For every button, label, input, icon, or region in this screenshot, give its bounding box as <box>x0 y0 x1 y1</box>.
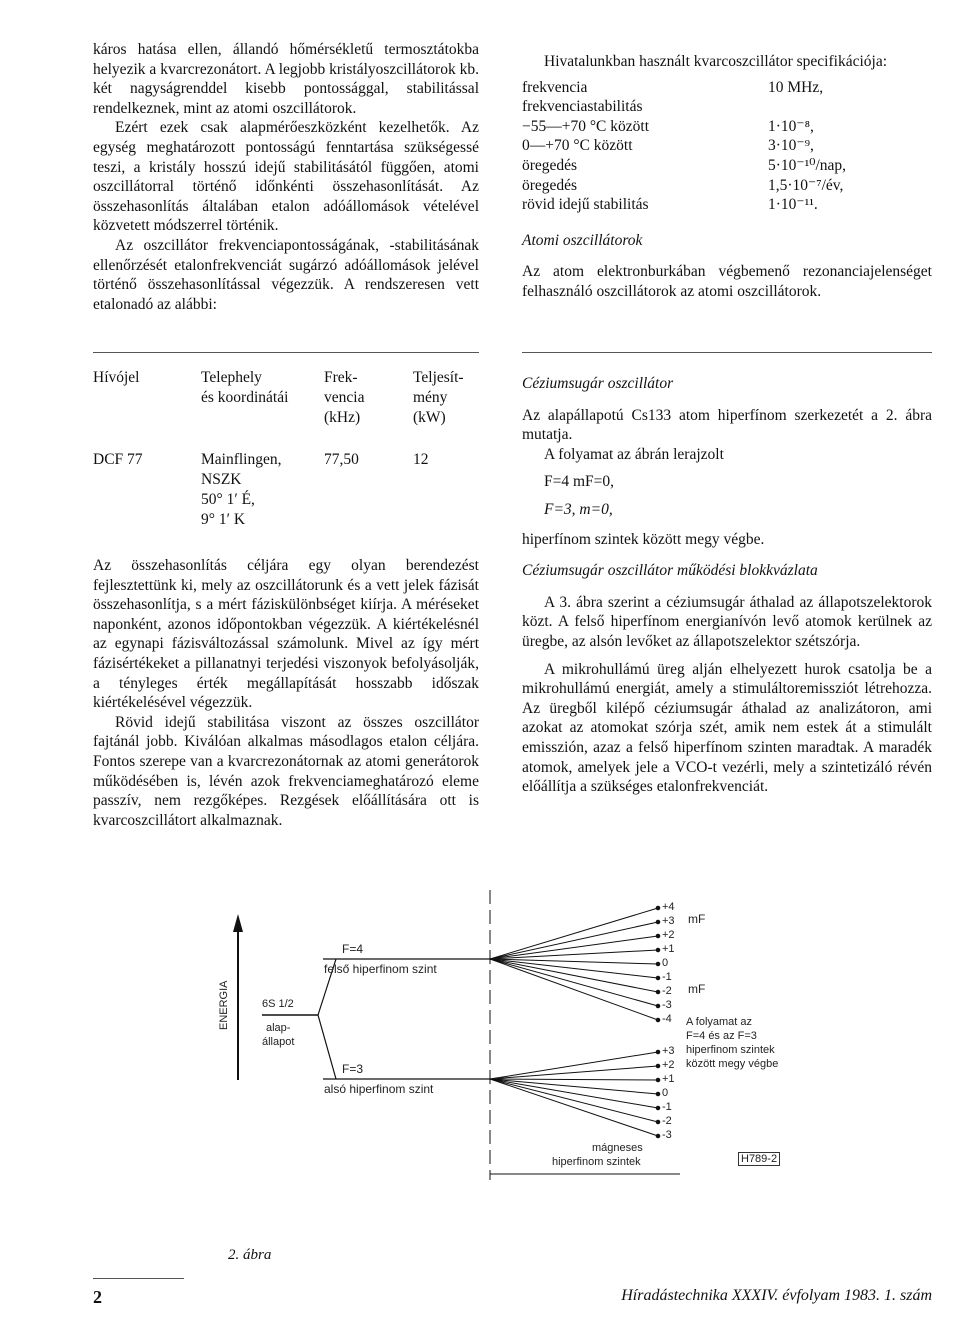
sublevel-label: -4 <box>662 1013 672 1025</box>
table-header-location: és koordinátái <box>201 389 289 406</box>
table-cell-location: 9° 1′ K <box>201 511 246 528</box>
equation: F=3, m=0, <box>544 500 613 518</box>
table-header-power: mény <box>413 389 448 406</box>
sublevel-label: +1 <box>662 1073 675 1085</box>
spec-value: 5·10⁻¹⁰/nap, <box>768 156 847 174</box>
x-axis-label: hiperfinom szintek <box>552 1156 641 1168</box>
table-cell-location: Mainflingen, <box>201 451 282 468</box>
table-header-power: (kW) <box>413 409 446 426</box>
sublevel-line <box>490 1052 658 1079</box>
section-heading: Atomi oszcillátorok <box>522 231 643 249</box>
sublevel-dot <box>656 1078 660 1082</box>
left-column <box>93 40 479 314</box>
sublevel-line <box>490 1079 658 1094</box>
sublevel-dot <box>656 1134 660 1138</box>
sublevel-label: +3 <box>662 915 675 927</box>
sublevel-dot <box>656 920 660 924</box>
diagram-note: hiperfinom szintek <box>686 1044 775 1056</box>
energy-axis-label: ENERGIA <box>218 980 230 1030</box>
fan-lower <box>490 1050 660 1138</box>
table-cell-power: 12 <box>413 451 429 468</box>
spec-label: öregedés <box>522 156 578 174</box>
sublevel-dot <box>656 948 660 952</box>
ground-state-label: 6S 1/2 <box>262 998 294 1010</box>
paragraph: Rövid idejű stabilitása viszont az összes oszcillátor fajtánál jobb. Kiválóan alkalmas másodlagos etalon céljára. Fontos szerepe van a kvarcrezonátornak az atomi generátorok működésében is, lévén azok frekvenciameghatározó eleme passzív, nem rezgőképes. Rezgések előállítására ott is kvarcoszcillátort alkalmaznak. <box>93 713 479 829</box>
sublevel-dot <box>656 1120 660 1124</box>
page-number: 2 <box>93 1287 102 1307</box>
sublevel-label: -2 <box>662 1115 672 1127</box>
sublevel-label: 0 <box>662 957 669 969</box>
spec-label: öregedés <box>522 176 578 194</box>
spec-value: 1,5·10⁻⁷/év, <box>768 176 844 194</box>
sublevel-dot <box>656 962 660 966</box>
paragraph: Hivatalunkban használt kvarcoszcillátor specifikációja: <box>544 53 888 70</box>
spec-label: frekvenciastabilitás <box>522 98 643 116</box>
paragraph: A 3. ábra szerint a céziumsugár áthalad az állapotszelektorok közt. A felső hiperfínom energianívón levő atomok kerülnek az üregbe, az alsón levőket az állapotszelektor szétszórja. <box>522 593 932 650</box>
sublevel-label: -1 <box>662 1101 672 1113</box>
sublevel-label: +1 <box>662 943 675 955</box>
sublevel-line <box>490 1079 658 1108</box>
sublevel-dot <box>656 1064 660 1068</box>
table-cell-location: NSZK <box>201 471 242 488</box>
sublevel-line <box>490 922 658 959</box>
sublevel-line <box>490 1079 658 1122</box>
figure-caption: 2. ábra <box>228 1247 272 1263</box>
table-header-callsign: Hívójel <box>93 369 140 386</box>
table-header-power: Teljesít- <box>413 369 464 386</box>
spec-label: −55—+70 °C között <box>522 117 650 135</box>
table-cell-location: 50° 1′ É, <box>201 491 255 508</box>
sublevel-line <box>490 959 658 1006</box>
sublevel-dot <box>656 1092 660 1096</box>
sublevel-dot <box>656 906 660 910</box>
section-heading: Céziumsugár oszcillátor működési blokkvázlata <box>522 562 818 580</box>
spec-value: 10 MHz, <box>768 78 824 96</box>
sublevel-label: +4 <box>662 901 675 913</box>
sublevel-dot <box>656 990 660 994</box>
hyperfine-diagram <box>200 880 820 1180</box>
upper-level-F: F=4 <box>342 942 364 956</box>
table-header-frequency: (kHz) <box>324 409 361 426</box>
diagram-note: F=4 és az F=3 <box>686 1030 757 1042</box>
sublevel-dot <box>656 1106 660 1110</box>
lower-level-F: F=3 <box>342 1062 364 1076</box>
upper-level-label: felső hiperfinom szint <box>324 962 437 976</box>
journal-footer: Híradástechnika XXXIV. évfolyam 1983. 1. szám <box>621 1287 932 1304</box>
section-divider <box>93 352 479 353</box>
paragraph: Az atom elektronburkában végbemenő rezonanciajelenséget felhasználó oszcillátorok az atomi oszcillátorok. <box>522 263 932 300</box>
spec-value: 1·10⁻⁸, <box>768 117 814 135</box>
paragraph: káros hatása ellen, állandó hőmérsékletű termosztátokba helyezik a kvarcrezonátort. A legjobb kristályoszcillátorok kb. két nagyságrenddel kisebb pontossággal, stabilitással rendelkeznek, mint az atomi oszcillátorok. <box>93 41 479 117</box>
sublevel-label: -2 <box>662 985 672 997</box>
table-header-location: Telephely <box>201 369 262 386</box>
right-column <box>522 52 932 302</box>
section-divider <box>522 352 932 353</box>
sublevel-dot <box>656 1004 660 1008</box>
sublevel-label: +2 <box>662 1059 675 1071</box>
diagram-note: A folyamat az <box>686 1016 753 1028</box>
paragraph: Ezért ezek csak alapmérőeszközként kezelhetők. Az egység meghatározott pontosságú fenntartása szükségessé teszi, a kristály hosszú idejű stabilitásától függően, atomi oszcillátorral történő időnkénti összehasonlítását. Az összehasonlítás általában etalon adóállomások vételével közvetett módszerrel történik. <box>93 119 479 235</box>
fan-upper <box>490 906 660 1022</box>
table-cell-callsign: DCF 77 <box>93 451 143 468</box>
spec-value <box>768 97 932 117</box>
paragraph: Az alapállapotú Cs133 atom hiperfínom szerkezetét a 2. ábra mutatja. <box>522 406 932 444</box>
mF-label-upper: mF <box>688 912 706 926</box>
station-table <box>93 368 479 528</box>
sublevel-label: -3 <box>662 999 672 1011</box>
section-heading: Céziumsugár oszcillátor <box>522 375 674 392</box>
spec-value: 3·10⁻⁹, <box>768 137 814 155</box>
spec-label: rövid idejű stabilitás <box>522 196 649 214</box>
sublevel-label: +2 <box>662 929 675 941</box>
sublevel-label: -3 <box>662 1129 672 1141</box>
paragraph: Az oszcillátor frekvenciapontosságának, -stabilitásának ellenőrzését etalonfrekvenciát sugárzó adóállomások jelével történő összehasonlítással végezzük. A rendszeresen vett etalonadó az alábbi: <box>93 236 479 313</box>
x-axis-label: mágneses <box>592 1142 643 1154</box>
ground-state-label: állapot <box>262 1036 295 1048</box>
spec-value: 1·10⁻¹¹. <box>768 196 818 214</box>
sublevel-label: +3 <box>662 1045 675 1057</box>
spec-list <box>522 78 932 215</box>
sublevel-line <box>490 1079 658 1136</box>
left-column-lower <box>93 556 479 830</box>
sublevel-label: -1 <box>662 971 672 983</box>
table-header-frequency: Frek- <box>324 369 358 386</box>
figure-code: H789-2 <box>738 1152 780 1166</box>
sublevel-dot <box>656 976 660 980</box>
table-header-frequency: vencia <box>324 389 365 406</box>
mF-label-lower: mF <box>688 982 706 996</box>
paragraph: A folyamat az ábrán lerajzolt <box>544 445 724 463</box>
sublevel-dot <box>656 934 660 938</box>
lower-level-label: alsó hiperfinom szint <box>324 1082 434 1096</box>
sublevel-line <box>490 1066 658 1079</box>
sublevel-dot <box>656 1050 660 1054</box>
paragraph: Az összehasonlítás céljára egy olyan berendezést fejlesztettünk ki, mely az oszcillátorunk és a vett jelek fázisát összehasonlítja, s a mért fáziskülönbséget kiírja. A méréseket naponként, azonos időpontokban végezzük. A kiértékelésnél az egynapi fázisváltozással számolunk. Mivel az így mért fázisértékeket a pillanatnyi terjedési viszonyok befolyásolják, a tényleges érték megállapítását hosszabb időszak kiértékelésével végezzük. <box>93 557 479 712</box>
footer-divider <box>93 1278 184 1279</box>
sublevel-dot <box>656 1018 660 1022</box>
equation: F=4 mF=0, <box>544 473 615 491</box>
ground-state-label: alap- <box>266 1022 291 1034</box>
table-cell-frequency: 77,50 <box>324 451 359 468</box>
sublevel-label: 0 <box>662 1087 669 1099</box>
paragraph: hiperfínom szintek között megy végbe. <box>522 530 765 548</box>
sublevel-line <box>490 936 658 959</box>
paragraph: A mikrohullámú üreg alján elhelyezett hurok csatolja be a mikrohullámú energiát, amely a stimuláltoremissziót létrehozza. Az üregből kilépő céziumsugár áthalad az analizátoron, ami azokat az atomokat szórja szét, amik nem estek át a stimulált emisszión, azaz a felső hiperfínom szinten maradtak. A maradék atomok, amelyek jele a VCO-t vezérli, mely a szintetizáló révén előállítja a szükséges etalonfrekvenciát. <box>522 660 932 796</box>
spec-label: 0—+70 °C között <box>522 137 633 155</box>
diagram-note: között megy végbe <box>686 1058 779 1070</box>
right-column-lower <box>522 374 932 797</box>
sublevel-line <box>490 1079 658 1080</box>
spec-label: frekvencia <box>522 78 588 96</box>
